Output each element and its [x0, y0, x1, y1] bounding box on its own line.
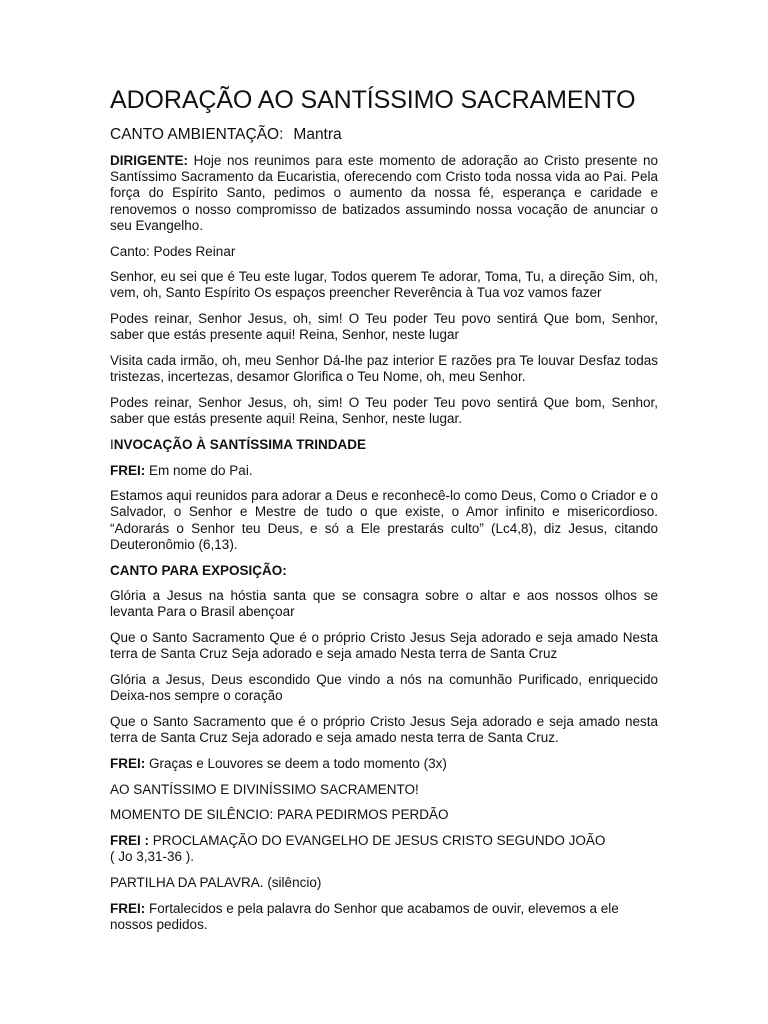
invocacao-first-letter: I — [110, 436, 114, 452]
frei-label: FREI: — [110, 900, 146, 916]
estamos-paragraph: Estamos aqui reunidos para adorar a Deus e reconhecê-lo como Deus, Como o Criador e o Salvador, o Senhor e Mestre de tudo o que existe, o Amor infinito e misericordioso. “Adorarás o Senhor teu Deus, e só a Ele prestarás culto” (Lc4,8), diz Jesus, citando Deuteronômio (6,13). — [110, 488, 658, 552]
document-title: ADORAÇÃO AO SANTÍSSIMO SACRAMENTO — [110, 86, 636, 114]
frei-label: FREI: — [110, 755, 146, 771]
dirigente-label: DIRIGENTE: — [110, 153, 189, 168]
lyrics-paragraph: Podes reinar, Senhor Jesus, oh, sim! O Teu poder Teu povo sentirá Que bom, Senhor, saber que estás presente aqui! Reina, Senhor, neste lugar. — [110, 394, 658, 427]
momento-silencio-line: MOMENTO DE SILÊNCIO: PARA PEDIRMOS PERDÃO — [110, 807, 449, 823]
frei-text: Em nome do Pai. — [149, 462, 253, 478]
frei-paragraph — [110, 463, 658, 479]
dirigente-paragraph — [110, 153, 658, 234]
frei-text: Graças e Louvores se deem a todo momento (3x) — [149, 755, 447, 771]
lyrics-paragraph: Que o Santo Sacramento Que é o próprio Cristo Jesus Seja adorado e seja amado Nesta terra de Santa Cruz Seja adorado e seja amado Nesta terra de Santa Cruz — [110, 630, 658, 662]
dirigente-text: Hoje nos reunimos para este momento de adoração ao Cristo presente no Santíssimo Sacramento da Eucaristia, oferecendo com Cristo toda nossa vida ao Pai. Pela força do Espírito Santo, pedimos o aumento da nossa fé, esperança e caridade e renovemos o nosso compromisso de batizados assumindo nossa vocação de anunciar o seu Evangelho. — [110, 153, 658, 233]
frei-label: FREI : — [110, 833, 149, 848]
canto-ambientacao — [110, 125, 658, 145]
lyrics-paragraph: Glória a Jesus na hóstia santa que se consagra sobre o altar e aos nossos olhos se levanta Para o Brasil abençoar — [110, 588, 658, 620]
lyrics-paragraph: Podes reinar, Senhor Jesus, oh, sim! O Teu poder Teu povo sentirá Que bom, Senhor, saber que estás presente aqui! Reina, Senhor, neste lugar — [110, 311, 658, 343]
frei-paragraph — [110, 756, 658, 772]
lyrics-paragraph: Senhor, eu sei que é Teu este lugar, Todos querem Te adorar, Toma, Tu, a direção Sim, oh, vem, oh, Santo Espírito Os espaços preencher Reverência à Tua voz vamos fazer — [110, 269, 658, 301]
invocacao-heading — [110, 437, 658, 453]
frei-text: PROCLAMAÇÃO DO EVANGELHO DE JESUS CRISTO SEGUNDO JOÃO — [152, 833, 606, 848]
gospel-reference: ( Jo 3,31-36 ). — [110, 849, 195, 865]
lyrics-paragraph: Que o Santo Sacramento que é o próprio Cristo Jesus Seja adorado e seja amado nesta terra de Santa Cruz Seja adorado e seja amado nesta terra de Santa Cruz. — [110, 713, 658, 746]
lyrics-paragraph: Glória a Jesus, Deus escondido Que vindo a nós na comunhão Purificado, enriquecido Deixa-nos sempre o coração — [110, 672, 658, 704]
frei-paragraph — [110, 833, 658, 865]
frei-text: Fortalecidos e pela palavra do Senhor que acabamos de ouvir, elevemos a ele nossos pedidos. — [110, 900, 619, 932]
frei-paragraph — [110, 901, 658, 933]
ao-santissimo-line: AO SANTÍSSIMO E DIVINÍSSIMO SACRAMENTO! — [110, 781, 419, 797]
invocacao-rest: NVOCAÇÃO À SANTÍSSIMA TRINDADE — [113, 436, 367, 452]
lyrics-paragraph: Visita cada irmão, oh, meu Senhor Dá-lhe paz interior E razões pra Te louvar Desfaz todas tristezas, incertezas, desamor Glorifica o Teu Nome, oh, meu Senhor. — [110, 353, 658, 385]
canto-ambientacao-label: CANTO AMBIENTAÇÃO: — [110, 126, 284, 143]
frei-label: FREI: — [110, 462, 146, 478]
canto-exposicao-heading: CANTO PARA EXPOSIÇÃO: — [110, 562, 287, 578]
partilha-line: PARTILHA DA PALAVRA. (silêncio) — [110, 874, 322, 890]
canto-podes-reinar: Canto: Podes Reinar — [110, 243, 236, 259]
document-page — [110, 84, 658, 943]
canto-ambientacao-value: Mantra — [293, 126, 342, 143]
